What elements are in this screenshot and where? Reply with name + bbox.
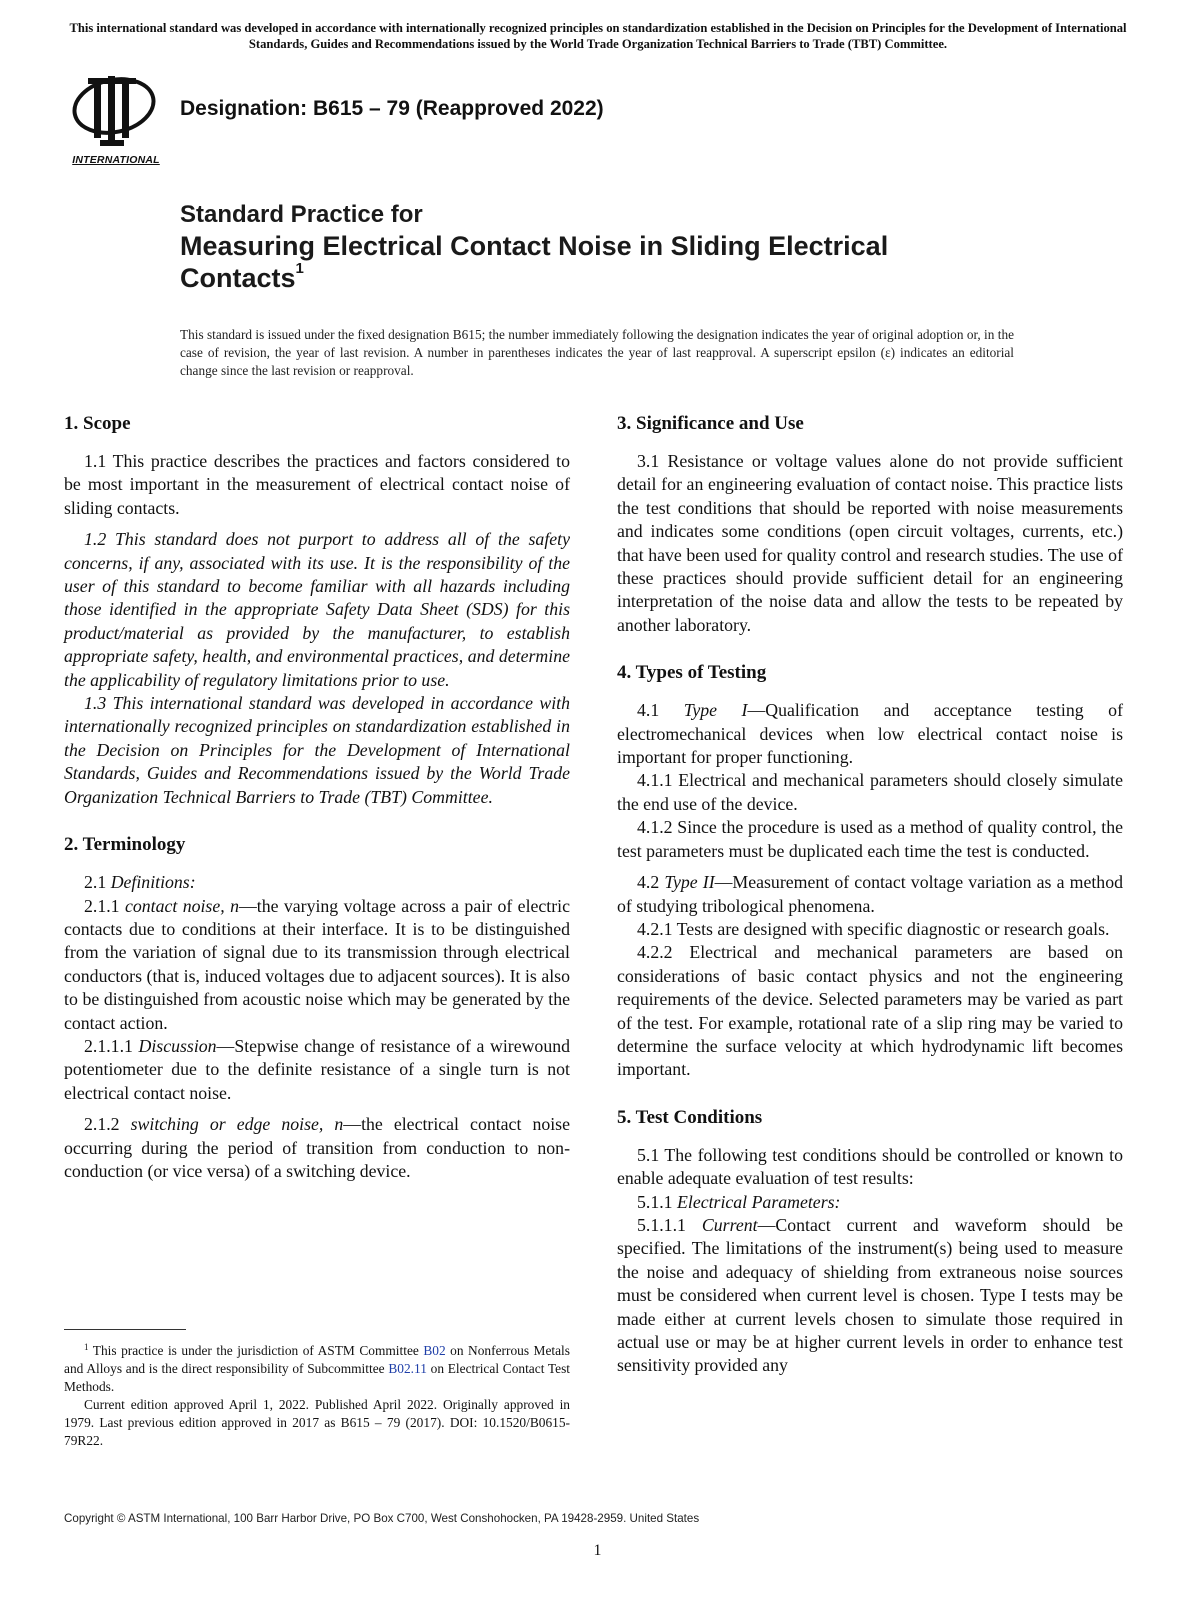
section-heading-terminology: 2. Terminology: [64, 834, 186, 856]
footnote-1-part-a: This practice is under the jurisdiction of ASTM Committee: [92, 1343, 419, 1358]
p2-1-term: Definitions:: [110, 872, 196, 893]
p4-2-term: Type II: [664, 872, 715, 893]
paragraph-5-1: 5.1 The following test conditions should be controlled or known to enable adequate evaluation of test results:: [617, 1144, 1123, 1189]
p2-1-1-1-num: 2.1.1.1: [84, 1035, 133, 1056]
p2-1-num: 2.1: [84, 872, 107, 893]
p2-1-1-num: 2.1.1: [84, 895, 120, 916]
logo-wordmark: INTERNATIONAL: [72, 154, 160, 166]
top-notice: This international standard was developed in accordance with internationally recognized principles on standardization established in the Decision on Principles for the Development of International Standards, Guides and Recommendations issued by the World Trade Organization Technical Barriers to Trade (TBT) Committee.: [69, 21, 1127, 51]
paragraph-1-3: [64, 692, 570, 809]
paragraph-1-1: 1.1 This practice describes the practices and factors considered to be most important in the measurement of electrical contact noise of sliding contacts.: [64, 451, 570, 518]
p2-1-2-num: 2.1.2: [84, 1114, 120, 1135]
astm-logo-icon: [66, 70, 166, 154]
paragraph-5-1-1-1: [617, 1214, 1123, 1378]
footnotes: [64, 1342, 570, 1450]
title-main: [180, 230, 1000, 294]
footnote-2: Current edition approved April 1, 2022. Published April 2022. Originally approved in 1979. Last previous edition approved in 2017 as B615 – 79 (2017). DOI: 10.1520/B0615-79R22.: [64, 1397, 570, 1448]
paragraph-1-3-text: 1.3 This international standard was developed in accordance with internationally recognized principles on standardization established in the Decision on Principles for the Development of International Standards, Guides and Recommendations issued by the World Trade Organization Technical Barriers to Trade (TBT) Committee.: [64, 693, 570, 807]
p2-1-1-term: contact noise, n: [124, 895, 239, 916]
paragraph-1-2-text: 1.2 This standard does not purport to address all of the safety concerns, if any, associated with its use. It is the responsibility of the user of this standard to become familiar with all hazards including those identified in the appropriate Safety Data Sheet (SDS) for this product/material as provided by the manufacturer, to establish appropriate safety, health, and environmental practices, and determine the applicability of regulatory limitations prior to use.: [64, 529, 570, 690]
paragraph-4-2: [617, 871, 1123, 918]
p2-1-1-text: —the varying voltage across a pair of electric contacts due to conditions at their interface. It is to be distinguished from the variation of signal due to its transmission through electrical conductors (that is, induced voltages due to adjacent sources). It is also to be distinguished from acoustic noise which may be generated by the contact action.: [64, 895, 570, 1033]
paragraph-2-1-2: [64, 1113, 570, 1183]
footnote-marker: 1: [84, 1342, 89, 1352]
p5-1-1-1-text: —Contact current and waveform should be specified. The limitations of the instrument(s) being used to measure the noise and adequacy of shielding from extraneous noise sources must be considered when current level is chosen. Type I tests may be made either at current levels chosen to simulate those required in actual use or may be at higher current levels in order to enhance test sensitivity provided any: [617, 1214, 1123, 1376]
p4-1-text: —Qualification and acceptance testing of electromechanical devices when low electrical contact noise is important for proper functioning.: [617, 700, 1123, 768]
committee-b02-link[interactable]: B02: [423, 1343, 446, 1358]
paragraph-2-1-1-1: [64, 1035, 570, 1105]
section-heading-scope: 1. Scope: [64, 413, 131, 434]
p2-1-2-text: —the electrical contact noise occurring during the period of transition from conduction to non-conduction (or vice versa) of a switching device.: [64, 1114, 570, 1181]
paragraph-4-1: [617, 699, 1123, 769]
footnote-1-part-c: on Electrical Contact Test Methods.: [64, 1361, 571, 1394]
page-number: 1: [593, 1542, 602, 1559]
right-column: [617, 412, 1123, 1378]
footnote-1-part-b: on Nonferrous Metals and Alloys and is the direct responsibility of Subcommittee: [64, 1343, 570, 1376]
paragraph-1-2: [64, 528, 570, 692]
footnote-divider: [64, 1329, 186, 1330]
section-heading-significance: 3. Significance and Use: [617, 413, 804, 434]
p4-2-text: —Measurement of contact voltage variation as a method of studying tribological phenomena.: [617, 872, 1123, 916]
footnote-1: [64, 1342, 570, 1396]
p2-1-1-1-text: —Stepwise change of resistance of a wirewound potentiometer due to the definite resistance of a single turn is not electrical contact noise.: [64, 1035, 570, 1103]
designation: Designation: B615 – 79 (Reapproved 2022): [180, 97, 604, 120]
section-heading-types: 4. Types of Testing: [617, 662, 767, 684]
paragraph-5-1-1: [617, 1191, 1123, 1214]
paragraph-2-1-1: [64, 895, 570, 1035]
paragraph-4-1-1: 4.1.1 Electrical and mechanical parameters should closely simulate the end use of the device.: [617, 770, 1123, 814]
left-column: [64, 412, 570, 1183]
title-prefix: Standard Practice for: [180, 201, 423, 228]
p4-1-term: Type I: [683, 700, 748, 721]
title-footnote-marker: 1: [295, 260, 304, 277]
title-text: Measuring Electrical Contact Noise in Sliding Electrical Contacts: [180, 231, 889, 293]
paragraph-4-2-1: 4.2.1 Tests are designed with specific diagnostic or research goals.: [637, 918, 1110, 939]
paragraph-4-1-2: 4.1.2 Since the procedure is used as a method of quality control, the test parameters must be duplicated each time the test is conducted.: [617, 817, 1123, 861]
p2-1-1-1-term: Discussion: [138, 1035, 217, 1056]
copyright-line: Copyright © ASTM International, 100 Barr Harbor Drive, PO Box C700, West Conshohocken, PA 19428-2959. United States: [64, 1512, 700, 1525]
p4-2-num: 4.2: [637, 872, 660, 893]
paragraph-2-1: [64, 871, 570, 894]
subcommittee-b02-11-link[interactable]: B02.11: [388, 1361, 427, 1376]
p5-1-1-1-term: Current: [701, 1214, 758, 1235]
issue-note: This standard is issued under the fixed designation B615; the number immediately following the designation indicates the year of original adoption or, in the case of revision, the year of last revision. A number in parentheses indicates the year of last reapproval. A superscript epsilon (ε) indicates an editorial change since the last revision or reapproval.: [180, 327, 1015, 378]
astm-logo: [66, 70, 166, 166]
paragraph-3-1: 3.1 Resistance or voltage values alone do not provide sufficient detail for an engineering evaluation of contact noise. This practice lists the test conditions that should be reported with noise measurements and indicates some conditions (open circuit voltages, currents, etc.) that have been used for quality control and research studies. The use of these practices should provide sufficient detail for an engineering interpretation of the noise data and allow the tests to be repeated by another laboratory.: [617, 451, 1123, 635]
p5-1-1-num: 5.1.1: [637, 1191, 673, 1212]
document-title: [180, 200, 1000, 294]
p2-1-2-term: switching or edge noise, n: [130, 1114, 344, 1135]
p4-1-num: 4.1: [637, 700, 660, 721]
section-heading-conditions: 5. Test Conditions: [617, 1106, 763, 1128]
p5-1-1-1-num: 5.1.1.1: [637, 1214, 686, 1235]
paragraph-4-2-2: 4.2.2 Electrical and mechanical parameters are based on considerations of basic contact physics and not the engineering requirements of the device. Selected parameters may be varied as part of the test. For example, rotational rate of a slip ring may be varied to determine the surface velocity at which hydrodynamic lift becomes important.: [617, 942, 1123, 1080]
p5-1-1-term: Electrical Parameters:: [677, 1191, 841, 1212]
